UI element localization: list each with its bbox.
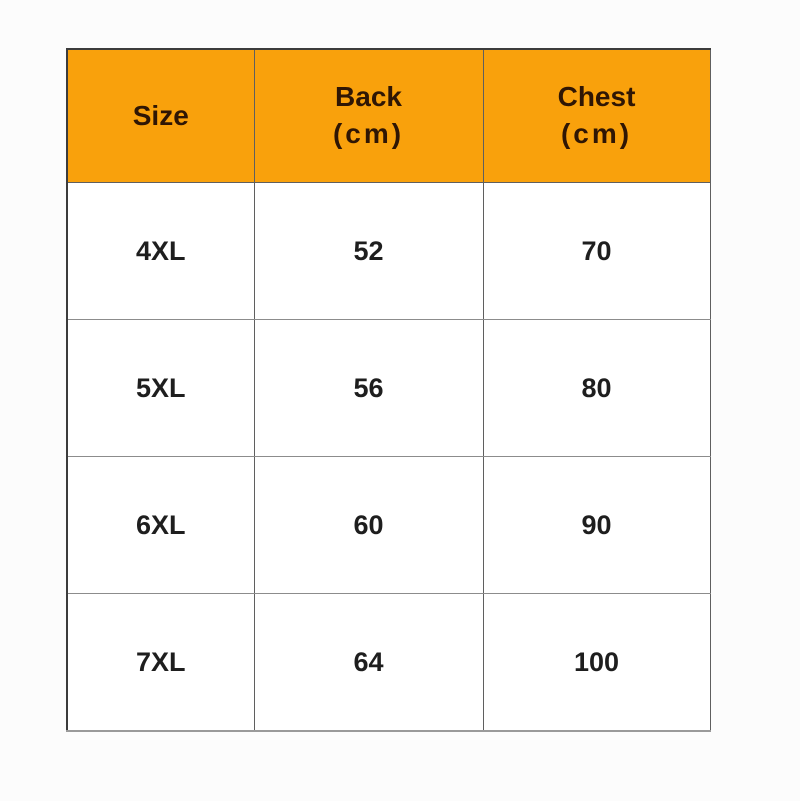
cell-back: 56 <box>254 320 483 457</box>
cell-back: 60 <box>254 457 483 594</box>
table-header <box>67 49 710 183</box>
header-row <box>67 49 710 183</box>
table-row-5xl <box>67 320 710 457</box>
column-header-size <box>67 49 254 183</box>
table-row-6xl <box>67 457 710 594</box>
size-chart-table <box>66 48 711 732</box>
column-header-chest-label: Chest <box>557 81 636 113</box>
cell-back: 64 <box>254 594 483 732</box>
cell-chest: 100 <box>483 594 710 732</box>
cell-back: 52 <box>254 183 483 320</box>
cell-size: 5XL <box>67 320 254 457</box>
cell-chest: 70 <box>483 183 710 320</box>
table-row-4xl <box>67 183 710 320</box>
cell-size: 6XL <box>67 457 254 594</box>
column-header-back-label: Back <box>335 81 402 113</box>
cell-chest: 90 <box>483 457 710 594</box>
column-header-size-label: Size <box>132 99 189 131</box>
cell-size: 4XL <box>67 183 254 320</box>
column-header-chest-unit: (cm) <box>560 118 633 149</box>
table-body <box>67 183 710 732</box>
table-row-7xl <box>67 594 710 732</box>
column-header-chest <box>483 49 710 183</box>
cell-size: 7XL <box>67 594 254 732</box>
cell-chest: 80 <box>483 320 710 457</box>
column-header-back <box>254 49 483 183</box>
column-header-back-unit: (cm) <box>332 118 405 149</box>
